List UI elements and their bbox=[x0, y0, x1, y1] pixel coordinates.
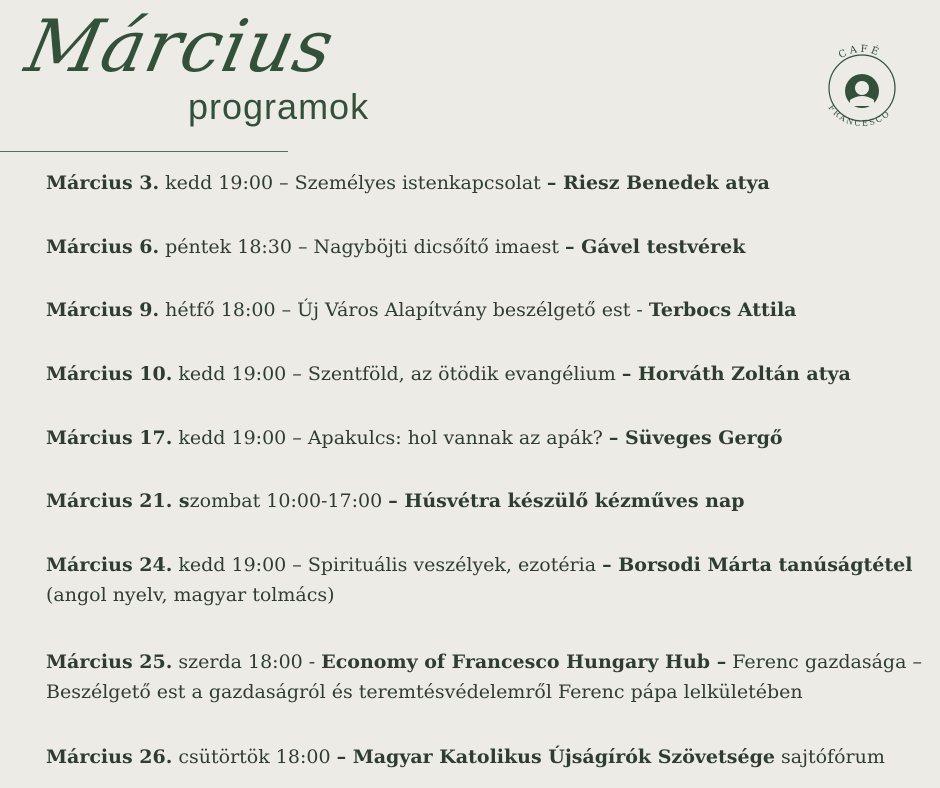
event-item bbox=[46, 359, 926, 389]
event-presenter: – Süveges Gergő bbox=[608, 427, 783, 449]
event-details: zombat 10:00-17:00 bbox=[189, 490, 389, 512]
logo-top-text: CAFÉ bbox=[836, 43, 883, 62]
event-presenter: Economy of Francesco Hungary Hub – bbox=[321, 651, 727, 673]
event-presenter: – Magyar Katolikus Újságírók Szövetsége bbox=[336, 746, 775, 768]
event-presenter: Terbocs Attila bbox=[648, 299, 797, 321]
event-date: Március 25. bbox=[46, 651, 173, 673]
event-item bbox=[46, 742, 926, 772]
event-date: Március 9. bbox=[46, 299, 160, 321]
event-presenter: – Horváth Zoltán atya bbox=[621, 363, 851, 385]
event-details: kedd 19:00 – Személyes istenkapcsolat bbox=[159, 172, 547, 194]
event-note: (angol nyelv, magyar tolmács) bbox=[46, 584, 335, 606]
event-details: szerda 18:00 - bbox=[172, 651, 322, 673]
event-details-extra: Ferenc gazdasága – bbox=[726, 651, 922, 673]
title-divider bbox=[0, 151, 288, 152]
title-subtitle: programok bbox=[188, 86, 370, 127]
event-item bbox=[46, 232, 926, 262]
event-presenter: – Borsodi Márta tanúságtétel bbox=[602, 554, 913, 576]
event-date: Március 21. s bbox=[46, 490, 190, 512]
event-item bbox=[46, 647, 926, 707]
cafe-francesco-logo bbox=[812, 36, 912, 136]
event-item bbox=[46, 550, 926, 610]
event-item bbox=[46, 486, 926, 516]
event-details-extra: sajtófórum bbox=[774, 746, 885, 768]
event-date: Március 10. bbox=[46, 363, 173, 385]
event-date: Március 24. bbox=[46, 554, 173, 576]
event-item bbox=[46, 423, 926, 453]
event-date: Március 3. bbox=[46, 172, 160, 194]
event-details: kedd 19:00 – Apakulcs: hol vannak az apák? bbox=[172, 427, 609, 449]
event-details: csütörtök 18:00 bbox=[172, 746, 337, 768]
event-date: Március 17. bbox=[46, 427, 173, 449]
event-note: Beszélgető est a gazdaságról és teremtésvédelemről Ferenc pápa lelkületében bbox=[46, 681, 803, 703]
event-date: Március 26. bbox=[46, 746, 173, 768]
event-details: kedd 19:00 – Spirituális veszélyek, ezotéria bbox=[172, 554, 603, 576]
event-item bbox=[46, 168, 926, 198]
event-presenter: – Húsvétra készülő kézműves nap bbox=[388, 490, 745, 512]
event-presenter: – Gável testvérek bbox=[565, 236, 746, 258]
event-item bbox=[46, 295, 926, 325]
event-details: péntek 18:30 – Nagyböjti dicsőítő imaest bbox=[159, 236, 566, 258]
event-details: kedd 19:00 – Szentföld, az ötödik evangélium bbox=[172, 363, 622, 385]
logo-bottom-text: FRANCESCO bbox=[826, 103, 893, 129]
event-date: Március 6. bbox=[46, 236, 160, 258]
title-script: Március bbox=[19, 4, 342, 88]
event-presenter: – Riesz Benedek atya bbox=[546, 172, 770, 194]
event-details: hétfő 18:00 – Új Város Alapítvány beszélgető est - bbox=[159, 299, 649, 321]
